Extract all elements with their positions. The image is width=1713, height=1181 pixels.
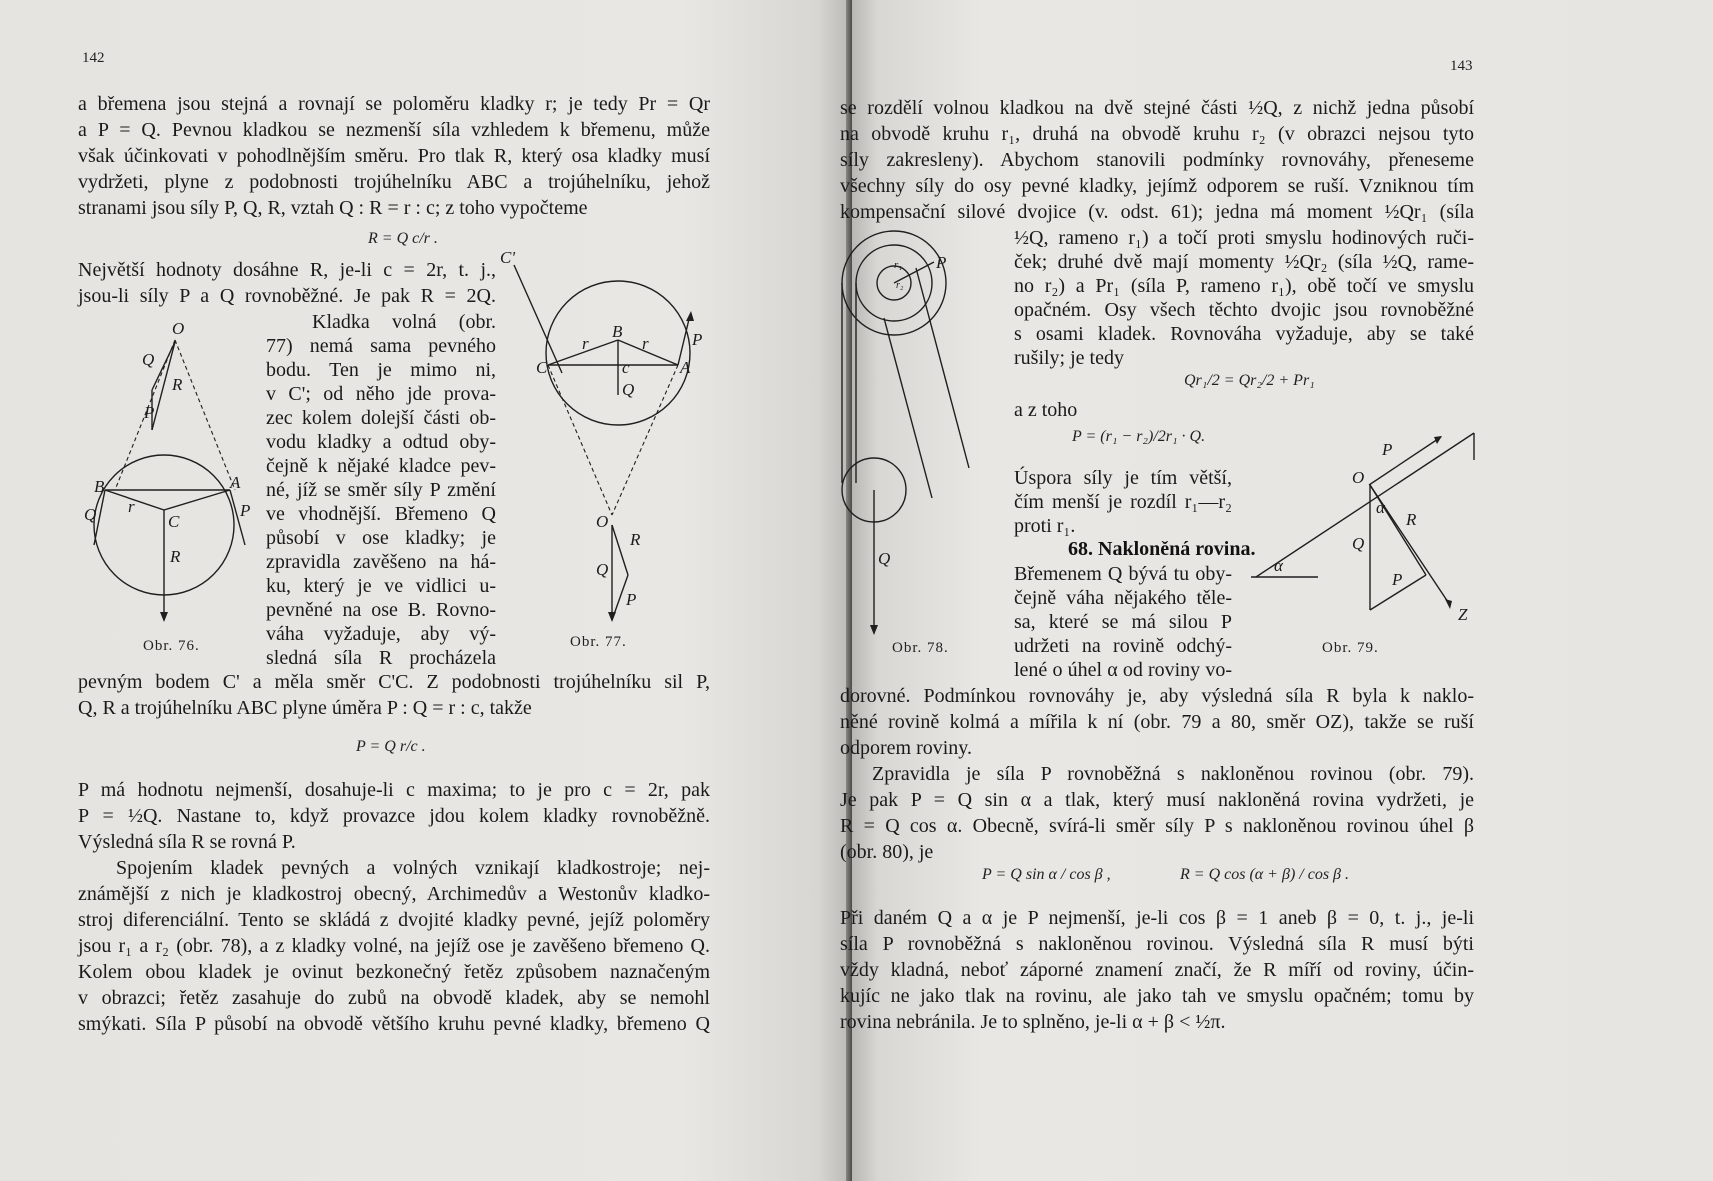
text-line: P = ½Q. Nastane to, když provazce jdou kolem kladky rovnoběžně. [78, 805, 710, 827]
text-line: Největší hodnoty dosáhne R, je-li c = 2r, t. j., [78, 259, 496, 281]
text-line: v C'; od něho jde prova- [266, 383, 496, 405]
formula-p-sin: P = Q sin α / cos β , [982, 866, 1111, 883]
text-line: a břemena jsou stejná a rovnají se poloměru kladky r; je tedy Pr = Qr [78, 93, 710, 115]
fig76-label-R: R [172, 375, 183, 394]
fig77-label-C: C [536, 358, 548, 377]
text-line: Výsledná síla R se rovná P. [78, 831, 296, 853]
text-line: se rozdělí volnou kladkou na dvě stejné části ½Q, z nichž jedna působí [840, 97, 1474, 119]
caption-fig-78: Obr. 78. [892, 640, 949, 656]
caption-fig-76: Obr. 76. [143, 638, 200, 654]
fig76-label-R2: R [170, 547, 181, 566]
page-number-left: 142 [82, 50, 105, 66]
formula-p-equals: P = Q r/c . [356, 738, 426, 755]
fig77-label-r2: r [642, 334, 649, 353]
text-line: ve vhodnější. Břemeno Q [266, 503, 496, 525]
text-line: ½Q, rameno r₁) a točí proti smyslu hodinových ruči- [1014, 227, 1474, 249]
fig79-label-Z: Z [1458, 605, 1468, 624]
text-line: Při daném Q a α je P nejmenší, je-li cos β = 1 aneb β = 0, t. j., je-li [840, 907, 1474, 929]
text-line: stranami jsou síly P, Q, R, vztah Q : R = r : c; z toho vypočteme [78, 197, 588, 219]
text-line: pevným bodem C' a měla směr C'C. Z podobnosti trojúhelníku sil P, [78, 671, 710, 693]
fig79-label-P: P [1392, 570, 1403, 589]
fig76-label-Q: Q [142, 350, 155, 369]
text-line: zpravidla zavěšeno na há- [266, 551, 496, 573]
section-heading: 68. Nakloněná rovina. [1068, 538, 1256, 560]
caption-fig-77: Obr. 77. [570, 634, 627, 650]
fig76-label-B: B [94, 477, 105, 496]
text-line: vždy kladná, neboť záporné znamení značí, že R míří od roviny, účin- [840, 959, 1474, 981]
figure-77 [500, 245, 720, 645]
text-line: sa, které se má silou P [1014, 611, 1232, 633]
fig77-label-A: A [680, 358, 691, 377]
fig77-label-Q2: Q [596, 560, 609, 579]
caption-fig-79: Obr. 79. [1322, 640, 1379, 656]
left-page [0, 0, 852, 1181]
fig77-label-r: r [582, 334, 589, 353]
figure-79 [1246, 425, 1476, 625]
text-line: však účinkovati v pohodlnějším směru. Pro tlak R, který osa kladky musí [78, 145, 710, 167]
text-line: ček; druhé dvě mají momenty ½Qr₂ (síla ½Q, rame- [1014, 251, 1474, 273]
text-line: stroj diferenciální. Tento se skládá z dvojité kladky pevné, jejíž poloměry [78, 909, 710, 931]
text-line: čejně k nějaké kladce pev- [266, 455, 496, 477]
text-line: no r₂) a Pr₁ (síla P, rameno r₁), obě točí ve smyslu [1014, 275, 1474, 297]
fig76-label-P: P [144, 403, 155, 422]
text-line: kompensační silové dvojice (v. odst. 61); jedna má moment ½Qr₁ (síla [840, 201, 1474, 223]
text-line: odporem roviny. [840, 737, 973, 759]
text-line: kujíc ne jako tlak na rovinu, ale jako tah ve smyslu opačném; tomu by [840, 985, 1474, 1007]
fig79-label-alpha: α [1376, 498, 1385, 517]
text-line: Je pak P = Q sin α a tlak, který musí nakloněná rovina vydržeti, je [840, 789, 1474, 811]
text-line: sledná síla R procházela [266, 647, 496, 669]
fig79-label-O: O [1352, 468, 1365, 487]
text-line: čím menší je rozdíl r₁—r₂ [1014, 491, 1232, 513]
fig76-label-A: A [230, 473, 241, 492]
text-line: Úspora síly je tím větší, [1014, 467, 1232, 489]
fig78-label-r2: r₂ [896, 280, 904, 291]
fig76-label-C: C [168, 512, 180, 531]
text-line: né, jíž se směr síly P změní [266, 479, 496, 501]
text-line: smýkati. Síla P působí na obvodě většího kruhu pevné kladky, břemeno Q [78, 1013, 710, 1035]
text-line: něné rovině kolmá a mířila k ní (obr. 79 a 80, směr OZ), takže se ruší [840, 711, 1474, 733]
text-line: pevněné na ose B. Rovno- [266, 599, 496, 621]
text-line: bodu. Ten je mimo ni, [266, 359, 496, 381]
text-line: čejně váha nějakého těle- [1014, 587, 1232, 609]
text-line: Kladka volná (obr. [312, 311, 496, 333]
text-line: působí v ose kladky; je [266, 527, 496, 549]
text-line: všechny síly do osy pevné kladky, jejímž odporem se ruší. Vzniknou tím [840, 175, 1474, 197]
text-line: rovina nebránila. Je to splněno, je-li α + β < ½π. [840, 1011, 1226, 1033]
page-number-right: 143 [1450, 58, 1473, 74]
fig78-label-r1: r₁ [894, 259, 903, 271]
fig79-label-P-top: P [1382, 440, 1393, 459]
text-line: Kolem obou kladek je ovinut bezkonečný řetěz způsobem naznačeným [78, 961, 710, 983]
text-line: udržeti na rovině odchý- [1014, 635, 1232, 657]
text-line: proti r₁. [1014, 515, 1076, 537]
fig79-label-alpha-base: α [1274, 556, 1283, 575]
formula-moment-balance: Qr₁/2 = Qr₂/2 + Pr₁ [1184, 372, 1315, 389]
text-line: P má hodnotu nejmenší, dosahuje-li c maxima; to je pro c = 2r, pak [78, 779, 710, 801]
text-line: lené o úhel α od roviny vo- [1014, 659, 1232, 681]
text-line: 77) nemá sama pevného [266, 335, 496, 357]
text-line: váha vyžaduje, aby vý- [266, 623, 496, 645]
text-line: a P = Q. Pevnou kladkou se nezmenší síla vzhledem k břemenu, může [78, 119, 710, 141]
text-line: vydržeti, plyne z podobnosti trojúhelníku ABC a trojúhelníku, jehož [78, 171, 710, 193]
formula-r-equals: R = Q c/r . [368, 230, 438, 247]
text-line: Q, R a trojúhelníku ABC plyne úměra P : Q = r : c, takže [78, 697, 532, 719]
text-line: jsou r₁ a r₂ (obr. 78), a z kladky volné, na jejíž ose je zavěšeno břemeno Q. [78, 935, 710, 957]
text-line: jsou-li síly P a Q rovnoběžné. Je pak R = 2Q. [78, 285, 496, 307]
text-line: v obrazci; řetěz zasahuje do zubů na obvodě kladek, aby se nemohl [78, 987, 710, 1009]
fig78-label-P: P [936, 253, 947, 272]
fig79-label-Q: Q [1352, 534, 1365, 553]
fig77-label-Cp: C' [500, 248, 515, 267]
text-line: síly zakresleny). Abychom stanovili podmínky rovnováhy, přeneseme [840, 149, 1474, 171]
text-line: ku, který je ve vidlici u- [266, 575, 496, 597]
text-line: Břemenem Q bývá tu oby- [1014, 563, 1232, 585]
fig77-label-c: c [622, 358, 630, 377]
figure-78 [844, 228, 1004, 648]
fig77-label-P: P [692, 330, 703, 349]
fig76-label-O: O [172, 319, 185, 338]
text-line: Zpravidla je síla P rovnoběžná s nakloněnou rovinou (obr. 79). [872, 763, 1474, 785]
text-line: rušily; je tedy [1014, 347, 1124, 369]
fig77-label-B: B [612, 322, 623, 341]
figure-76 [80, 320, 270, 650]
text-line: s osami kladek. Rovnováha vyžaduje, aby se také [1014, 323, 1474, 345]
fig77-label-P2: P [626, 590, 637, 609]
text-line: R = Q cos α. Obecně, svírá-li směr síly P s nakloněnou rovinou úhel β [840, 815, 1474, 837]
formula-r-cos: R = Q cos (α + β) / cos β . [1180, 866, 1350, 883]
fig77-label-O: O [596, 512, 609, 531]
text-line: (obr. 80), je [840, 841, 934, 863]
text-line: dorovné. Podmínkou rovnováhy je, aby výsledná síla R byla k naklo- [840, 685, 1474, 707]
text-a-z-toho: a z toho [1014, 399, 1078, 421]
text-line: opačném. Osy všech těchto dvojic jsou rovnoběžné [1014, 299, 1474, 321]
fig76-label-Q2: Q [84, 505, 97, 524]
text-line: síla P rovnoběžná s nakloněnou rovinou. Výsledná síla R musí býti [840, 933, 1474, 955]
formula-p-differential: P = (r₁ − r₂)/2r₁ · Q. [1072, 428, 1206, 445]
fig79-label-R: R [1406, 510, 1417, 529]
text-line: Spojením kladek pevných a volných vznikají kladkostroje; nej- [116, 857, 710, 879]
text-line: na obvodě kruhu r₁, druhá na obvodě kruhu r₂ (v obrazci nejsou tyto [840, 123, 1474, 145]
text-line: zec kolem dolejší části ob- [266, 407, 496, 429]
text-line: známější z nich je kladkostroj obecný, Archimedův a Westonův kladko- [78, 883, 710, 905]
fig77-label-R: R [630, 530, 641, 549]
right-page [840, 0, 1713, 1181]
fig77-label-Q: Q [622, 380, 635, 399]
fig78-label-Q: Q [878, 549, 891, 568]
fig76-label-P2: P [240, 501, 251, 520]
text-line: vodu kladky a odtud oby- [266, 431, 496, 453]
fig76-label-r: r [128, 497, 135, 516]
